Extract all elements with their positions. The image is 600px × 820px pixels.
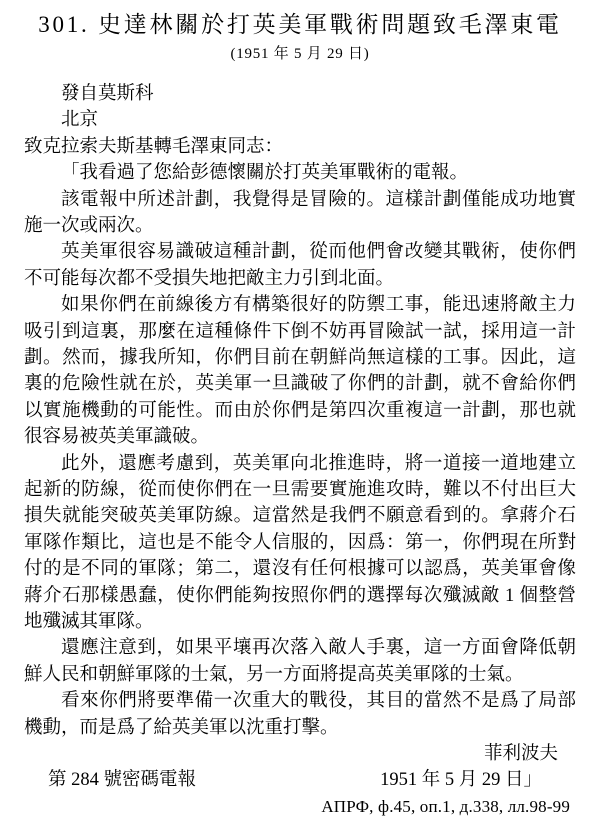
telegram-number: 第 284 號密碼電報 <box>48 770 197 791</box>
paragraph-major-campaign: 看來你們將要準備一次重大的戰役，其目的當然不是爲了局部機動，而是爲了給英美軍以沈重打擊。 <box>24 691 576 738</box>
paragraph-addressee: 致克拉索夫斯基轉毛澤東同志： <box>24 136 284 157</box>
paragraph-origin: 發自莫斯科 <box>61 83 154 104</box>
document-title: 301. 史達林關於打英美軍戰術問題致毛澤東電 <box>38 12 562 37</box>
paragraph-opening-quote: 「我看過了您給彭德懷關於打英美軍戰術的電報。 <box>61 163 469 184</box>
footer-row <box>24 767 576 793</box>
archive-reference: АПРФ, ф.45, оп.1, д.338, лл.98-99 <box>321 796 570 816</box>
document-body <box>24 81 576 741</box>
signature: 菲利波夫 <box>483 744 558 765</box>
document-date-subtitle: (1951 年 5 月 29 日) <box>230 45 370 62</box>
paragraph-pyongyang-morale: 還應注意到，如果平壤再次落入敵人手裏，這一方面會降低朝鮮人民和朝鮮軍隊的士氣，另一方面將提高英美軍隊的士氣。 <box>24 638 576 685</box>
paragraph-new-defense-lines: 此外，還應考慮到，英美軍向北推進時，將一道接一道地建立起新的防線，從而使你們在一旦需要實施進攻時，難以不付出巨大損失就能突破英美軍防線。這當然是我們不願意看到的。拿蔣介石軍隊作類比，這也是不能令人信服的，因爲：第一，你們現在所對付的是不同的軍隊；第二，還沒有任何根據可以認爲，英美軍會像蔣介石那樣愚蠢，使你們能夠按照你們的選擇每次殲滅敵 1 個整營地殲滅其軍隊。 <box>24 453 576 633</box>
paragraph-defensive-works: 如果你們在前線後方有構築很好的防禦工事，能迅速將敵主力吸引到這裏，那麼在這種條件下倒不妨再冒險試一試，採用這一計劃。然而，據我所知，你們目前在朝鮮尚無這樣的工事。因此，這裏的危險性就在於，英美軍一旦識破了你們的計劃，就不會給你們以實施機動的可能性。而由於你們是第四次重複這一計劃，那也就很容易被英美軍識破。 <box>24 295 576 448</box>
paragraph-destination: 北京 <box>61 110 99 131</box>
paragraph-enemy-detects-plan: 英美軍很容易識破這種計劃，從而他們會改變其戰術，使你們不可能每次都不受損失地把敵主力引到北面。 <box>24 242 576 289</box>
closing-date: 1951 年 5 月 29 日」 <box>380 770 542 791</box>
paragraph-plan-risky: 該電報中所述計劃，我覺得是冒險的。這樣計劃僅能成功地實施一次或兩次。 <box>24 189 576 236</box>
